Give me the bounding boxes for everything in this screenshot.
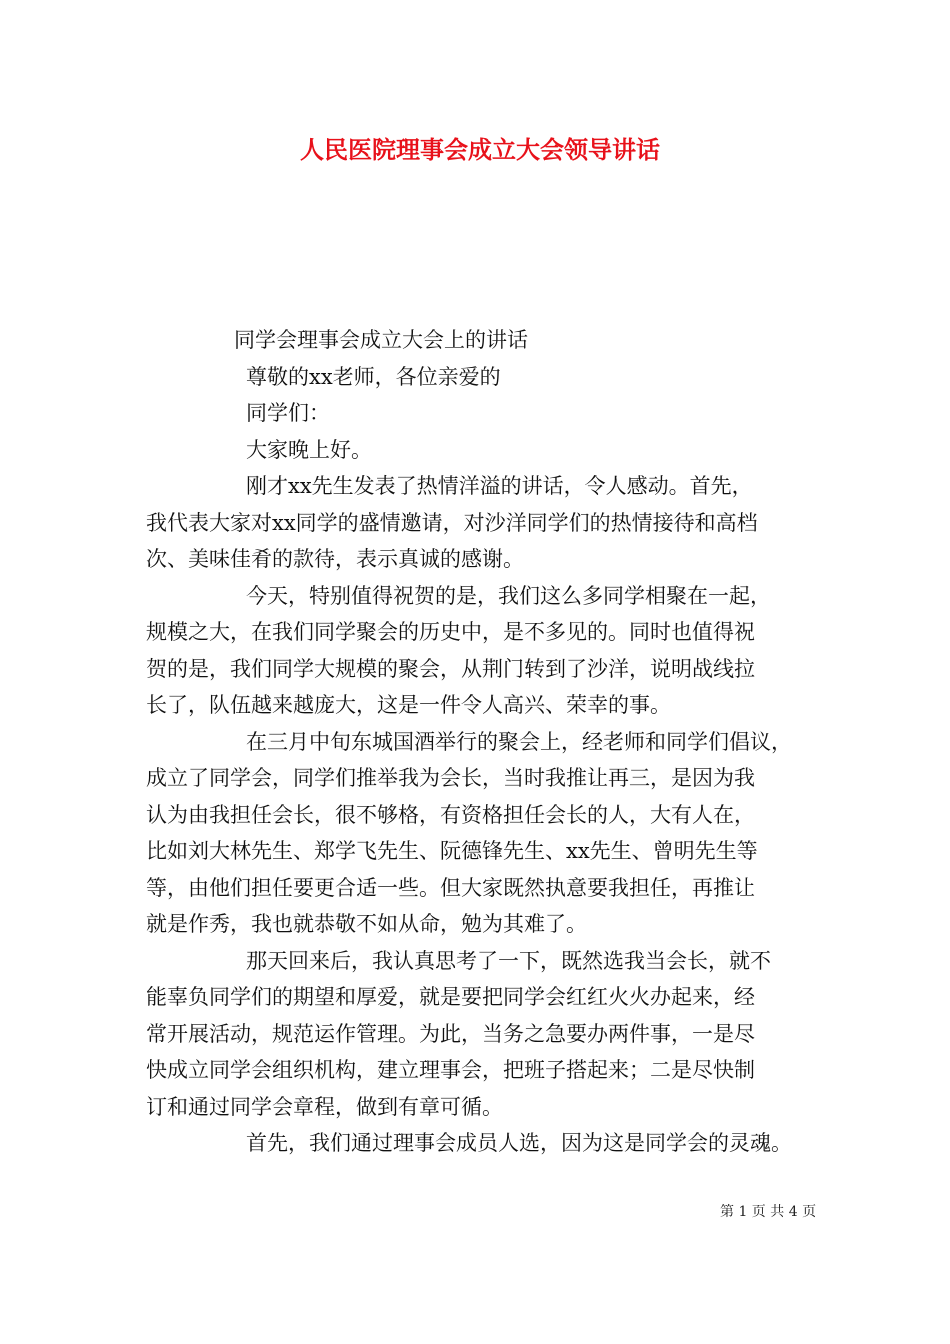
paragraph-line: 常开展活动，规范运作管理。为此，当务之急要办两件事，一是尽 (146, 1021, 755, 1046)
document-body (146, 322, 822, 1162)
paragraph-line: 比如刘大林先生、郑学飞先生、阮德锋先生、xx先生、曾明先生等 (146, 839, 758, 863)
paragraph-line: 刚才xx先生发表了热情洋溢的讲话，令人感动。首先， (246, 474, 753, 498)
paragraph-line: 规模之大，在我们同学聚会的历史中，是不多见的。同时也值得祝 (146, 620, 755, 644)
paragraph-line: 认为由我担任会长，很不够格，有资格担任会长的人，大有人在， (146, 802, 755, 827)
paragraph-line: 在三月中旬东城国酒举行的聚会上，经老师和同学们倡议， (246, 729, 792, 754)
paragraph-line: 订和通过同学会章程，做到有章可循。 (146, 1094, 503, 1119)
paragraph-line: 就是作秀，我也就恭敬不如从命，勉为其难了。 (146, 912, 587, 936)
greeting-line: 大家晚上好。 (246, 437, 372, 462)
paragraph-line: 快成立同学会组织机构，建立理事会，把班子搭起来；二是尽快制 (146, 1058, 755, 1082)
paragraph-1 (146, 468, 822, 578)
paragraph-line: 今天，特别值得祝贺的是，我们这么多同学相聚在一起， (246, 583, 771, 608)
greeting-line: 尊敬的xx老师，各位亲爱的 (246, 364, 501, 389)
page-number: 第 1 页 共 4 页 (720, 1204, 817, 1220)
paragraph-line: 长了，队伍越来越庞大，这是一件令人高兴、荣幸的事。 (146, 693, 671, 717)
paragraph-line: 等，由他们担任要更合适一些。但大家既然执意要我担任，再推让 (146, 875, 755, 900)
paragraph-3 (146, 724, 822, 943)
paragraph-2 (146, 578, 822, 724)
paragraph-line: 那天回来后，我认真思考了一下，既然选我当会长，就不 (246, 948, 771, 973)
document-title: 人民医院理事会成立大会领导讲话 (300, 135, 660, 164)
paragraph-4 (146, 943, 822, 1126)
paragraph-line: 能辜负同学们的期望和厚爱，就是要把同学会红红火火办起来，经 (146, 985, 755, 1009)
paragraph-line: 我代表大家对xx同学的盛情邀请，对沙洋同学们的热情接待和高档 (146, 510, 758, 535)
paragraph-line: 首先，我们通过理事会成员人选，因为这是同学会的灵魂。 (246, 1131, 792, 1155)
paragraph-line: 贺的是，我们同学大规模的聚会，从荆门转到了沙洋，说明战线拉 (146, 656, 755, 681)
paragraph-5 (146, 1125, 822, 1162)
paragraph-line: 次、美味佳肴的款待，表示真诚的感谢。 (146, 547, 524, 571)
speech-subtitle: 同学会理事会成立大会上的讲话 (234, 328, 528, 352)
greeting-line: 同学们： (246, 401, 330, 425)
paragraph-line: 成立了同学会，同学们推举我为会长，当时我推让再三，是因为我 (146, 766, 755, 790)
